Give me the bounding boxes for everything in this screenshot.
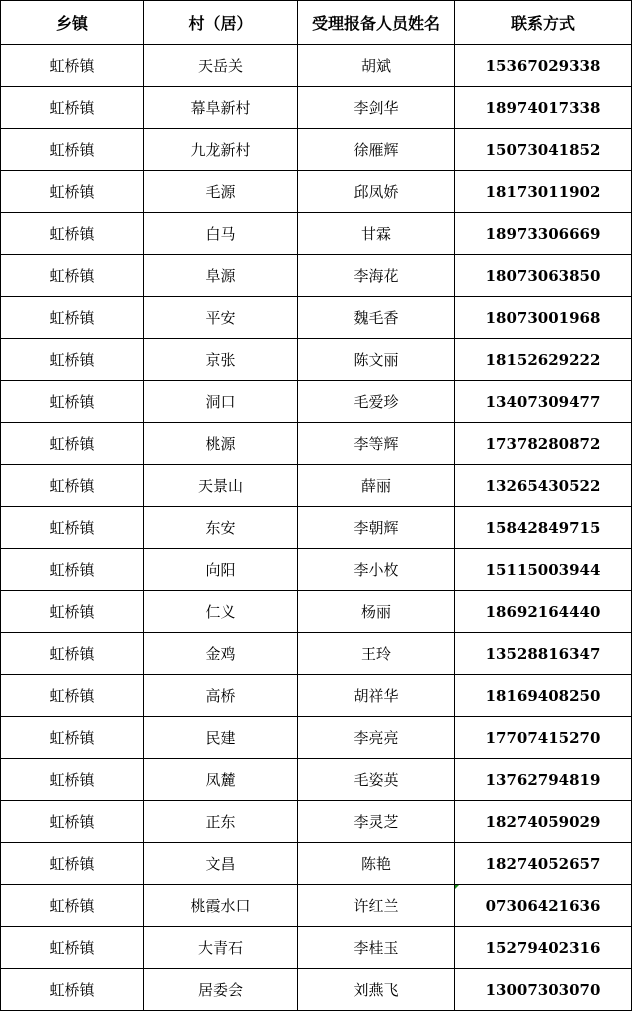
cell-town: 虹桥镇 — [1, 381, 144, 423]
cell-staff-name: 刘燕飞 — [298, 969, 455, 1011]
cell-staff-name: 甘霖 — [298, 213, 455, 255]
table-row — [1, 87, 632, 129]
cell-village: 桃霞水口 — [144, 885, 298, 927]
table-body — [1, 45, 632, 1011]
cell-phone: 13762794819 — [455, 759, 632, 801]
cell-phone: 18169408250 — [455, 675, 632, 717]
header-row — [1, 1, 632, 45]
cell-phone: 13528816347 — [455, 633, 632, 675]
table-row — [1, 297, 632, 339]
cell-phone: 15842849715 — [455, 507, 632, 549]
cell-phone: 18073063850 — [455, 255, 632, 297]
cell-village: 大青石 — [144, 927, 298, 969]
cell-phone: 18152629222 — [455, 339, 632, 381]
cell-staff-name: 薛丽 — [298, 465, 455, 507]
table-row — [1, 843, 632, 885]
cell-staff-name: 陈艳 — [298, 843, 455, 885]
cell-town: 虹桥镇 — [1, 927, 144, 969]
cell-town: 虹桥镇 — [1, 297, 144, 339]
cell-phone: 17707415270 — [455, 717, 632, 759]
cell-village: 九龙新村 — [144, 129, 298, 171]
cell-village: 天岳关 — [144, 45, 298, 87]
cell-village: 天景山 — [144, 465, 298, 507]
cell-staff-name: 李海花 — [298, 255, 455, 297]
cell-staff-name: 王玲 — [298, 633, 455, 675]
cell-village: 居委会 — [144, 969, 298, 1011]
cell-staff-name: 胡祥华 — [298, 675, 455, 717]
cell-village: 正东 — [144, 801, 298, 843]
cell-town: 虹桥镇 — [1, 759, 144, 801]
table-row — [1, 969, 632, 1011]
table-row — [1, 423, 632, 465]
cell-town: 虹桥镇 — [1, 423, 144, 465]
cell-village: 毛源 — [144, 171, 298, 213]
cell-phone: 07306421636 — [455, 885, 632, 927]
cell-town: 虹桥镇 — [1, 633, 144, 675]
cell-town: 虹桥镇 — [1, 717, 144, 759]
cell-town: 虹桥镇 — [1, 465, 144, 507]
cell-village: 阜源 — [144, 255, 298, 297]
cell-staff-name: 毛姿英 — [298, 759, 455, 801]
table-row — [1, 591, 632, 633]
table-row — [1, 801, 632, 843]
cell-village: 东安 — [144, 507, 298, 549]
table-row — [1, 171, 632, 213]
cell-staff-name: 李小枚 — [298, 549, 455, 591]
cell-village: 幕阜新村 — [144, 87, 298, 129]
cell-phone: 15279402316 — [455, 927, 632, 969]
table-row — [1, 717, 632, 759]
header-town: 乡镇 — [1, 1, 144, 45]
cell-town: 虹桥镇 — [1, 45, 144, 87]
cell-village: 白马 — [144, 213, 298, 255]
table-row — [1, 255, 632, 297]
cell-phone: 13265430522 — [455, 465, 632, 507]
table-row — [1, 633, 632, 675]
header-staff-name: 受理报备人员姓名 — [298, 1, 455, 45]
cell-town: 虹桥镇 — [1, 87, 144, 129]
cell-staff-name: 李朝辉 — [298, 507, 455, 549]
cell-town: 虹桥镇 — [1, 885, 144, 927]
cell-phone: 13007303070 — [455, 969, 632, 1011]
cell-staff-name: 杨丽 — [298, 591, 455, 633]
cell-village: 金鸡 — [144, 633, 298, 675]
table-row — [1, 213, 632, 255]
cell-village: 高桥 — [144, 675, 298, 717]
cell-phone: 15073041852 — [455, 129, 632, 171]
cell-phone: 18073001968 — [455, 297, 632, 339]
cell-staff-name: 胡斌 — [298, 45, 455, 87]
table-row — [1, 129, 632, 171]
cell-village: 京张 — [144, 339, 298, 381]
table-row — [1, 507, 632, 549]
table-row — [1, 465, 632, 507]
cell-town: 虹桥镇 — [1, 129, 144, 171]
cell-village: 向阳 — [144, 549, 298, 591]
table-row — [1, 885, 632, 927]
table-row — [1, 549, 632, 591]
cell-staff-name: 魏毛香 — [298, 297, 455, 339]
cell-staff-name: 徐雁辉 — [298, 129, 455, 171]
cell-staff-name: 李亮亮 — [298, 717, 455, 759]
cell-staff-name: 李剑华 — [298, 87, 455, 129]
cell-staff-name: 李灵芝 — [298, 801, 455, 843]
cell-phone: 13407309477 — [455, 381, 632, 423]
cell-town: 虹桥镇 — [1, 675, 144, 717]
table-row — [1, 927, 632, 969]
cell-phone: 18274052657 — [455, 843, 632, 885]
cell-town: 虹桥镇 — [1, 255, 144, 297]
cell-staff-name: 陈文丽 — [298, 339, 455, 381]
cell-village: 民建 — [144, 717, 298, 759]
cell-staff-name: 李桂玉 — [298, 927, 455, 969]
cell-phone: 18692164440 — [455, 591, 632, 633]
cell-town: 虹桥镇 — [1, 843, 144, 885]
header-contact: 联系方式 — [455, 1, 632, 45]
cell-staff-name: 李等辉 — [298, 423, 455, 465]
cell-village: 文昌 — [144, 843, 298, 885]
cell-town: 虹桥镇 — [1, 507, 144, 549]
cell-town: 虹桥镇 — [1, 549, 144, 591]
cell-phone: 18173011902 — [455, 171, 632, 213]
table-row — [1, 339, 632, 381]
cell-village: 凤麓 — [144, 759, 298, 801]
cell-village: 桃源 — [144, 423, 298, 465]
cell-phone: 18974017338 — [455, 87, 632, 129]
cell-phone: 18274059029 — [455, 801, 632, 843]
table-row — [1, 675, 632, 717]
cell-phone: 17378280872 — [455, 423, 632, 465]
cell-phone: 15367029338 — [455, 45, 632, 87]
cell-village: 仁义 — [144, 591, 298, 633]
cell-town: 虹桥镇 — [1, 339, 144, 381]
header-village: 村（居） — [144, 1, 298, 45]
table-row — [1, 759, 632, 801]
cell-town: 虹桥镇 — [1, 591, 144, 633]
table-row — [1, 45, 632, 87]
cell-town: 虹桥镇 — [1, 171, 144, 213]
cell-village: 平安 — [144, 297, 298, 339]
cell-phone: 15115003944 — [455, 549, 632, 591]
cell-staff-name: 毛爱珍 — [298, 381, 455, 423]
cell-village: 洞口 — [144, 381, 298, 423]
cell-town: 虹桥镇 — [1, 801, 144, 843]
cell-staff-name: 邱凤娇 — [298, 171, 455, 213]
cell-town: 虹桥镇 — [1, 969, 144, 1011]
table-row — [1, 381, 632, 423]
cell-town: 虹桥镇 — [1, 213, 144, 255]
cell-marker-icon — [455, 885, 459, 889]
cell-phone: 18973306669 — [455, 213, 632, 255]
cell-staff-name: 许红兰 — [298, 885, 455, 927]
